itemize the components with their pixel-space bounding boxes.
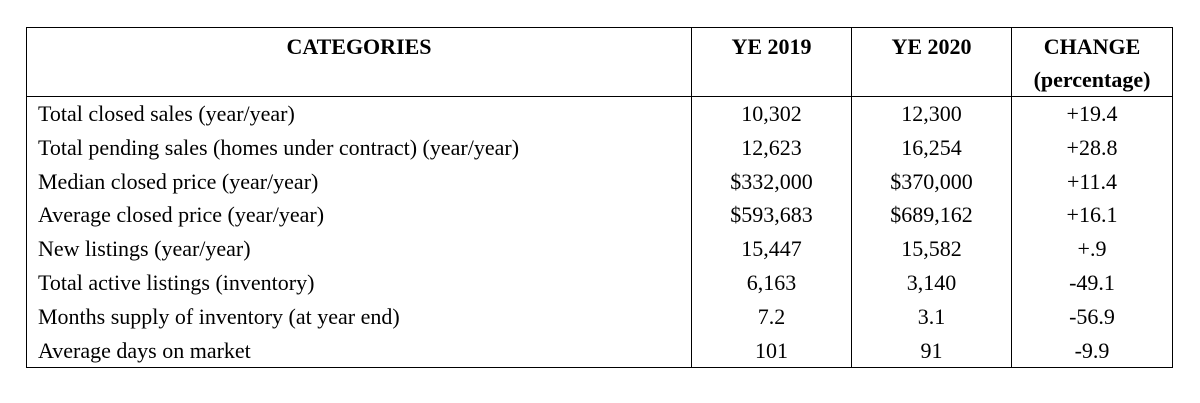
market-statistics-table [26,27,1173,368]
row-change: +11.4 [1012,165,1173,199]
header-change-unit: (percentage) [1033,67,1151,92]
row-change: -9.9 [1012,334,1173,368]
row-ye-2019: 12,623 [692,131,852,165]
row-ye-2020: 3,140 [852,266,1012,300]
row-ye-2019: 7.2 [692,300,852,334]
row-change: -49.1 [1012,266,1173,300]
table-header [27,28,1173,97]
row-change: +28.8 [1012,131,1173,165]
row-change: +16.1 [1012,198,1173,232]
table-body [27,97,1173,368]
row-category: Months supply of inventory (at year end) [27,300,692,334]
row-category: New listings (year/year) [27,232,692,266]
row-ye-2020: 15,582 [852,232,1012,266]
row-ye-2020: 3.1 [852,300,1012,334]
table-row [27,165,1173,199]
row-change: +19.4 [1012,97,1173,131]
table-row [27,334,1173,368]
row-category: Average days on market [27,334,692,368]
row-ye-2019: 10,302 [692,97,852,131]
table-row [27,97,1173,131]
header-ye-2019: YE 2019 [692,28,852,97]
row-category: Total closed sales (year/year) [27,97,692,131]
row-ye-2019: 6,163 [692,266,852,300]
table-row [27,266,1173,300]
header-change-label: CHANGE [1043,34,1141,59]
row-ye-2019: 15,447 [692,232,852,266]
row-change: -56.9 [1012,300,1173,334]
row-change: +.9 [1012,232,1173,266]
row-ye-2020: 91 [852,334,1012,368]
table-row [27,300,1173,334]
header-ye-2020: YE 2020 [852,28,1012,97]
row-ye-2020: $689,162 [852,198,1012,232]
table-row [27,232,1173,266]
header-change [1012,28,1173,97]
row-ye-2020: 16,254 [852,131,1012,165]
row-ye-2020: 12,300 [852,97,1012,131]
row-category: Total active listings (inventory) [27,266,692,300]
table-row [27,131,1173,165]
table-row [27,198,1173,232]
row-category: Median closed price (year/year) [27,165,692,199]
row-category: Average closed price (year/year) [27,198,692,232]
header-row [27,28,1173,97]
row-ye-2020: $370,000 [852,165,1012,199]
header-categories: CATEGORIES [27,28,692,97]
row-ye-2019: 101 [692,334,852,368]
row-category: Total pending sales (homes under contract) (year/year) [27,131,692,165]
row-ye-2019: $332,000 [692,165,852,199]
row-ye-2019: $593,683 [692,198,852,232]
